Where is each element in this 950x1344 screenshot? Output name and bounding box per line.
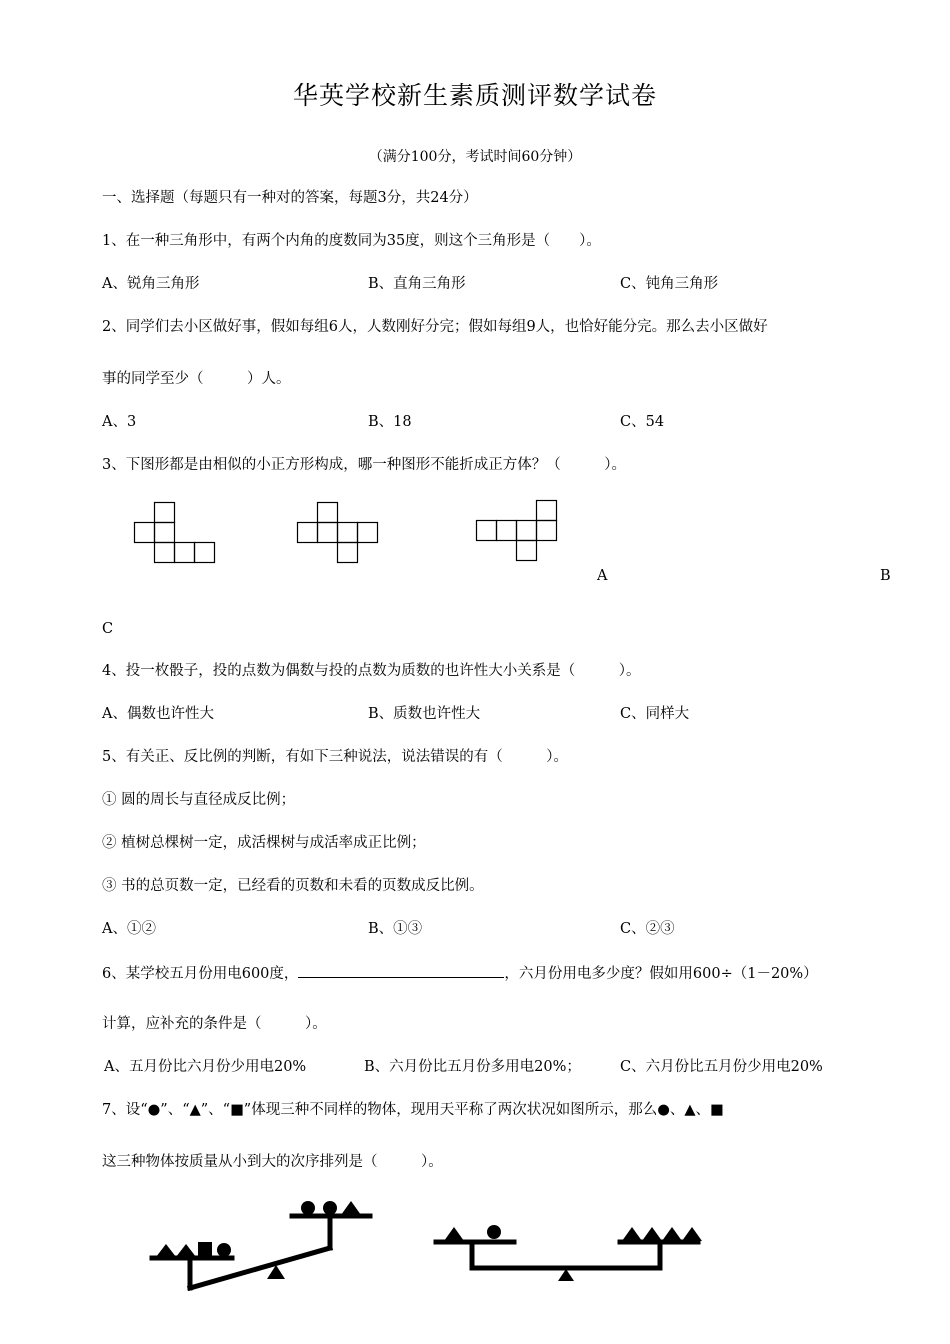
question-4-stem: 4、投一枚骰子，投的点数为偶数与投的点数为质数的也许性大小关系是（ ）。 [102,663,641,679]
question-5-option-b: B、①③ [368,921,423,937]
figure-label-c: C [102,621,114,637]
question-3-stem: 3、下图形都是由相似的小正方形构成，哪一种图形不能折成正方体？（ ）。 [102,457,626,473]
question-2-option-b: B、18 [368,414,412,430]
question-1-option-c: C、钝角三角形 [620,276,719,292]
question-2-stem-line1: 2、同学们去小区做好事，假如每组6人，人数刚好分完；假如每组9人，也恰好能分完。那么去小区做好 [102,319,768,335]
question-6-stem-line1 [102,963,818,983]
question-4-option-c: C、同样大 [620,706,690,722]
cube-net-figure-a [134,502,218,566]
question-1-stem: 1、在一种三角形中，有两个内角的度数同为35度，则这个三角形是（ ）。 [102,233,601,249]
cube-net-figure-b [297,502,381,566]
question-5-statement-3: ③ 书的总页数一定，已经看的页数和未看的页数成反比例。 [102,878,484,894]
question-6-option-a: A、五月份比六月份少用电20% [104,1059,307,1075]
balance-scale-level [432,1218,702,1298]
answer-blank[interactable] [298,963,504,978]
question-2-stem-line2: 事的同学至少（ ）人。 [102,371,291,387]
question-6-stem-line2: 计算，应补充的条件是（ ）。 [102,1016,327,1032]
question-5-option-a: A、①② [102,921,156,937]
question-4-option-a: A、偶数也许性大 [102,706,214,722]
question-1-option-a: A、锐角三角形 [102,276,200,292]
question-6-option-c: C、六月份比五月份少用电20% [620,1059,823,1075]
balance-scale-tilted [148,1192,378,1297]
question-2-option-a: A、3 [102,414,137,430]
question-5-option-c: C、②③ [620,921,675,937]
question-5-statement-1: ① 圆的周长与直径成反比例； [102,792,296,808]
figure-label-b: B [880,568,891,584]
question-6-option-b: B、六月份比五月份多用电20%； [364,1059,581,1075]
question-2-option-c: C、54 [620,414,665,430]
question-6-stem-suffix: ，六月份用电多少度？假如用600÷（1－20%） [504,966,818,982]
question-6-stem-prefix: 6、某学校五月份用电600度， [102,966,299,982]
page-title: 华英学校新生素质测评数学试卷 [292,81,657,110]
cube-net-figure-c [476,500,560,564]
question-7-stem-line1: 7、设“●”、“▲”、“■”体现三种不同样的物体，现用天平称了两次状况如图所示，那么●、▲、■ [102,1102,724,1118]
question-5-stem: 5、有关正、反比例的判断，有如下三种说法，说法错误的有（ ）。 [102,749,568,765]
exam-info: （满分100分，考试时间60分钟） [368,149,582,165]
question-7-stem-line2: 这三种物体按质量从小到大的次序排列是（ ）。 [102,1154,443,1170]
question-5-statement-2: ② 植树总棵树一定，成活棵树与成活率成正比例； [102,835,426,851]
question-1-option-b: B、直角三角形 [368,276,466,292]
question-4-option-b: B、质数也许性大 [368,706,481,722]
figure-label-a: A [597,568,608,584]
section-heading: 一、选择题（每题只有一种对的答案，每题3分，共24分） [102,190,478,206]
